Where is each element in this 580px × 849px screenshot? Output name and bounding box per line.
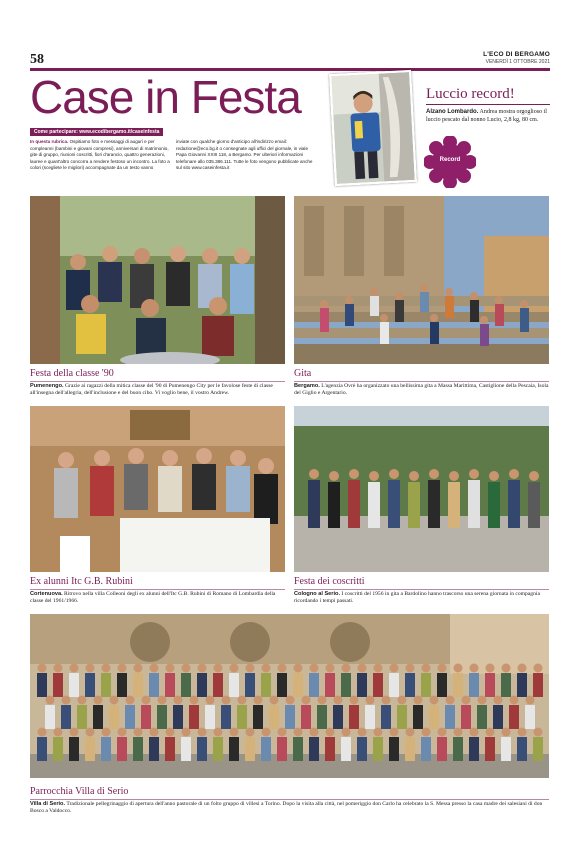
intro-text-1: Ospitiamo foto e messaggi di auguri e per compleanni (bambini e giovani compresi), anniversari di matrimonio, gite di gruppo, riunioni coscritti, fiori d'arancio, quattro generazioni, lauree e quant'altro concorra a rendere festoso un incontro. La foto a colori (scegliete le migliori) accompagnate da un testo vanno [30, 139, 170, 170]
article-rule-4 [294, 589, 549, 590]
article-text-2: L'agenzia Ovrè ha organizzato una bellissima gita a Massa Marittima, Castiglione della Pescaia, Isola del Giglio e Argentario. [294, 383, 549, 397]
page-number: 58 [30, 52, 44, 67]
article-text-3: Ritrovo nella villa Colleoni degli ex alunni dell'Itc G.B. Rubini di Romano di Lombardia della classe del 1961/1966. [30, 591, 276, 605]
photo-coscritti [294, 406, 549, 572]
article-place-4: Cologno al Serio. [294, 591, 340, 597]
issue-date: VENERDÌ 1 OTTOBRE 2021 [485, 59, 550, 65]
record-photo [329, 70, 417, 186]
article-caption-4 [294, 591, 549, 606]
intro-column-2: inviate con qualche giorno d'anticipo all'indirizzo email: redazione@eco.bg.it o consegnate agli uffici del giornale, in viale Papa Giovanni XXIII 118, a Bergamo. Per ulteriori informazioni telefonare allo 035.386.111. Tutte le foto vengono pubblicate anche sul sito www.caseinfesta.it [176, 139, 313, 170]
photo-classe-90 [30, 196, 285, 364]
intro-lead: In questa rubrica. [30, 139, 69, 144]
article-caption-1 [30, 383, 285, 398]
paper-name: L'ECO DI BERGAMO [483, 51, 550, 58]
article-place-5: Villa di Serio. [30, 801, 66, 807]
article-title-5: Parrocchia Villa di Serio [30, 786, 129, 797]
record-title: Luccio record! [426, 86, 515, 102]
article-rule-3 [30, 589, 285, 590]
article-caption-3 [30, 591, 285, 606]
article-title-4: Festa dei coscritti [294, 576, 365, 587]
photo-parrocchia [30, 614, 549, 778]
article-text-1: Grazie ai ragazzi della mitica classe del '90 di Pumenengo City per le favolose feste di classe all'insegna dell'allegria, dell'inclusione e del buon cibo. Vi voglio bene, il vostro Andrew. [30, 383, 273, 397]
record-text: Andrea mostra orgoglioso il luccio pescato dal nonno Lucio, 2,8 kg, 80 cm. [426, 109, 547, 123]
section-title: Case in Festa [30, 71, 301, 123]
article-caption-2 [294, 383, 549, 398]
article-caption-5 [30, 801, 549, 816]
article-rule-1 [30, 381, 285, 382]
article-title-1: Festa della classe '90 [30, 368, 114, 379]
article-place-2: Bergamo. [294, 383, 320, 389]
article-place-3: Cortenuova. [30, 591, 63, 597]
article-rule-5 [30, 799, 549, 800]
record-caption [426, 108, 550, 124]
record-title-rule [426, 104, 550, 105]
intro-column-1 [30, 139, 170, 172]
article-rule-2 [294, 381, 549, 382]
badge-label: Record [439, 157, 461, 163]
howto-link[interactable]: Come partecipare: www.ecodibergamo.it/caseinfesta [30, 128, 163, 136]
article-text-4: I coscritti del 1956 in gita a Bardolino hanno trascorso una serena giornata in compagnia ricordando i tempi passati. [294, 591, 540, 605]
article-place-1: Pumenengo. [30, 383, 64, 389]
record-badge [424, 136, 476, 188]
masthead [483, 51, 550, 65]
photo-gita [294, 196, 549, 364]
article-title-3: Ex alunni Itc G.B. Rubini [30, 576, 133, 587]
record-place: Alzano Lombardo. [426, 109, 479, 115]
article-text-5: Tradizionale pellegrinaggio di apertura dell'anno pastorale di un folto gruppo di villesi a Torino. Dopo la visita alla città, nel pomeriggio don Carlo ha celebrato la S. Messa presso la casa madre dei salesiani di don Bosco a Valdocco. [30, 801, 543, 815]
article-title-2: Gita [294, 368, 312, 379]
photo-ex-alunni [30, 406, 285, 572]
